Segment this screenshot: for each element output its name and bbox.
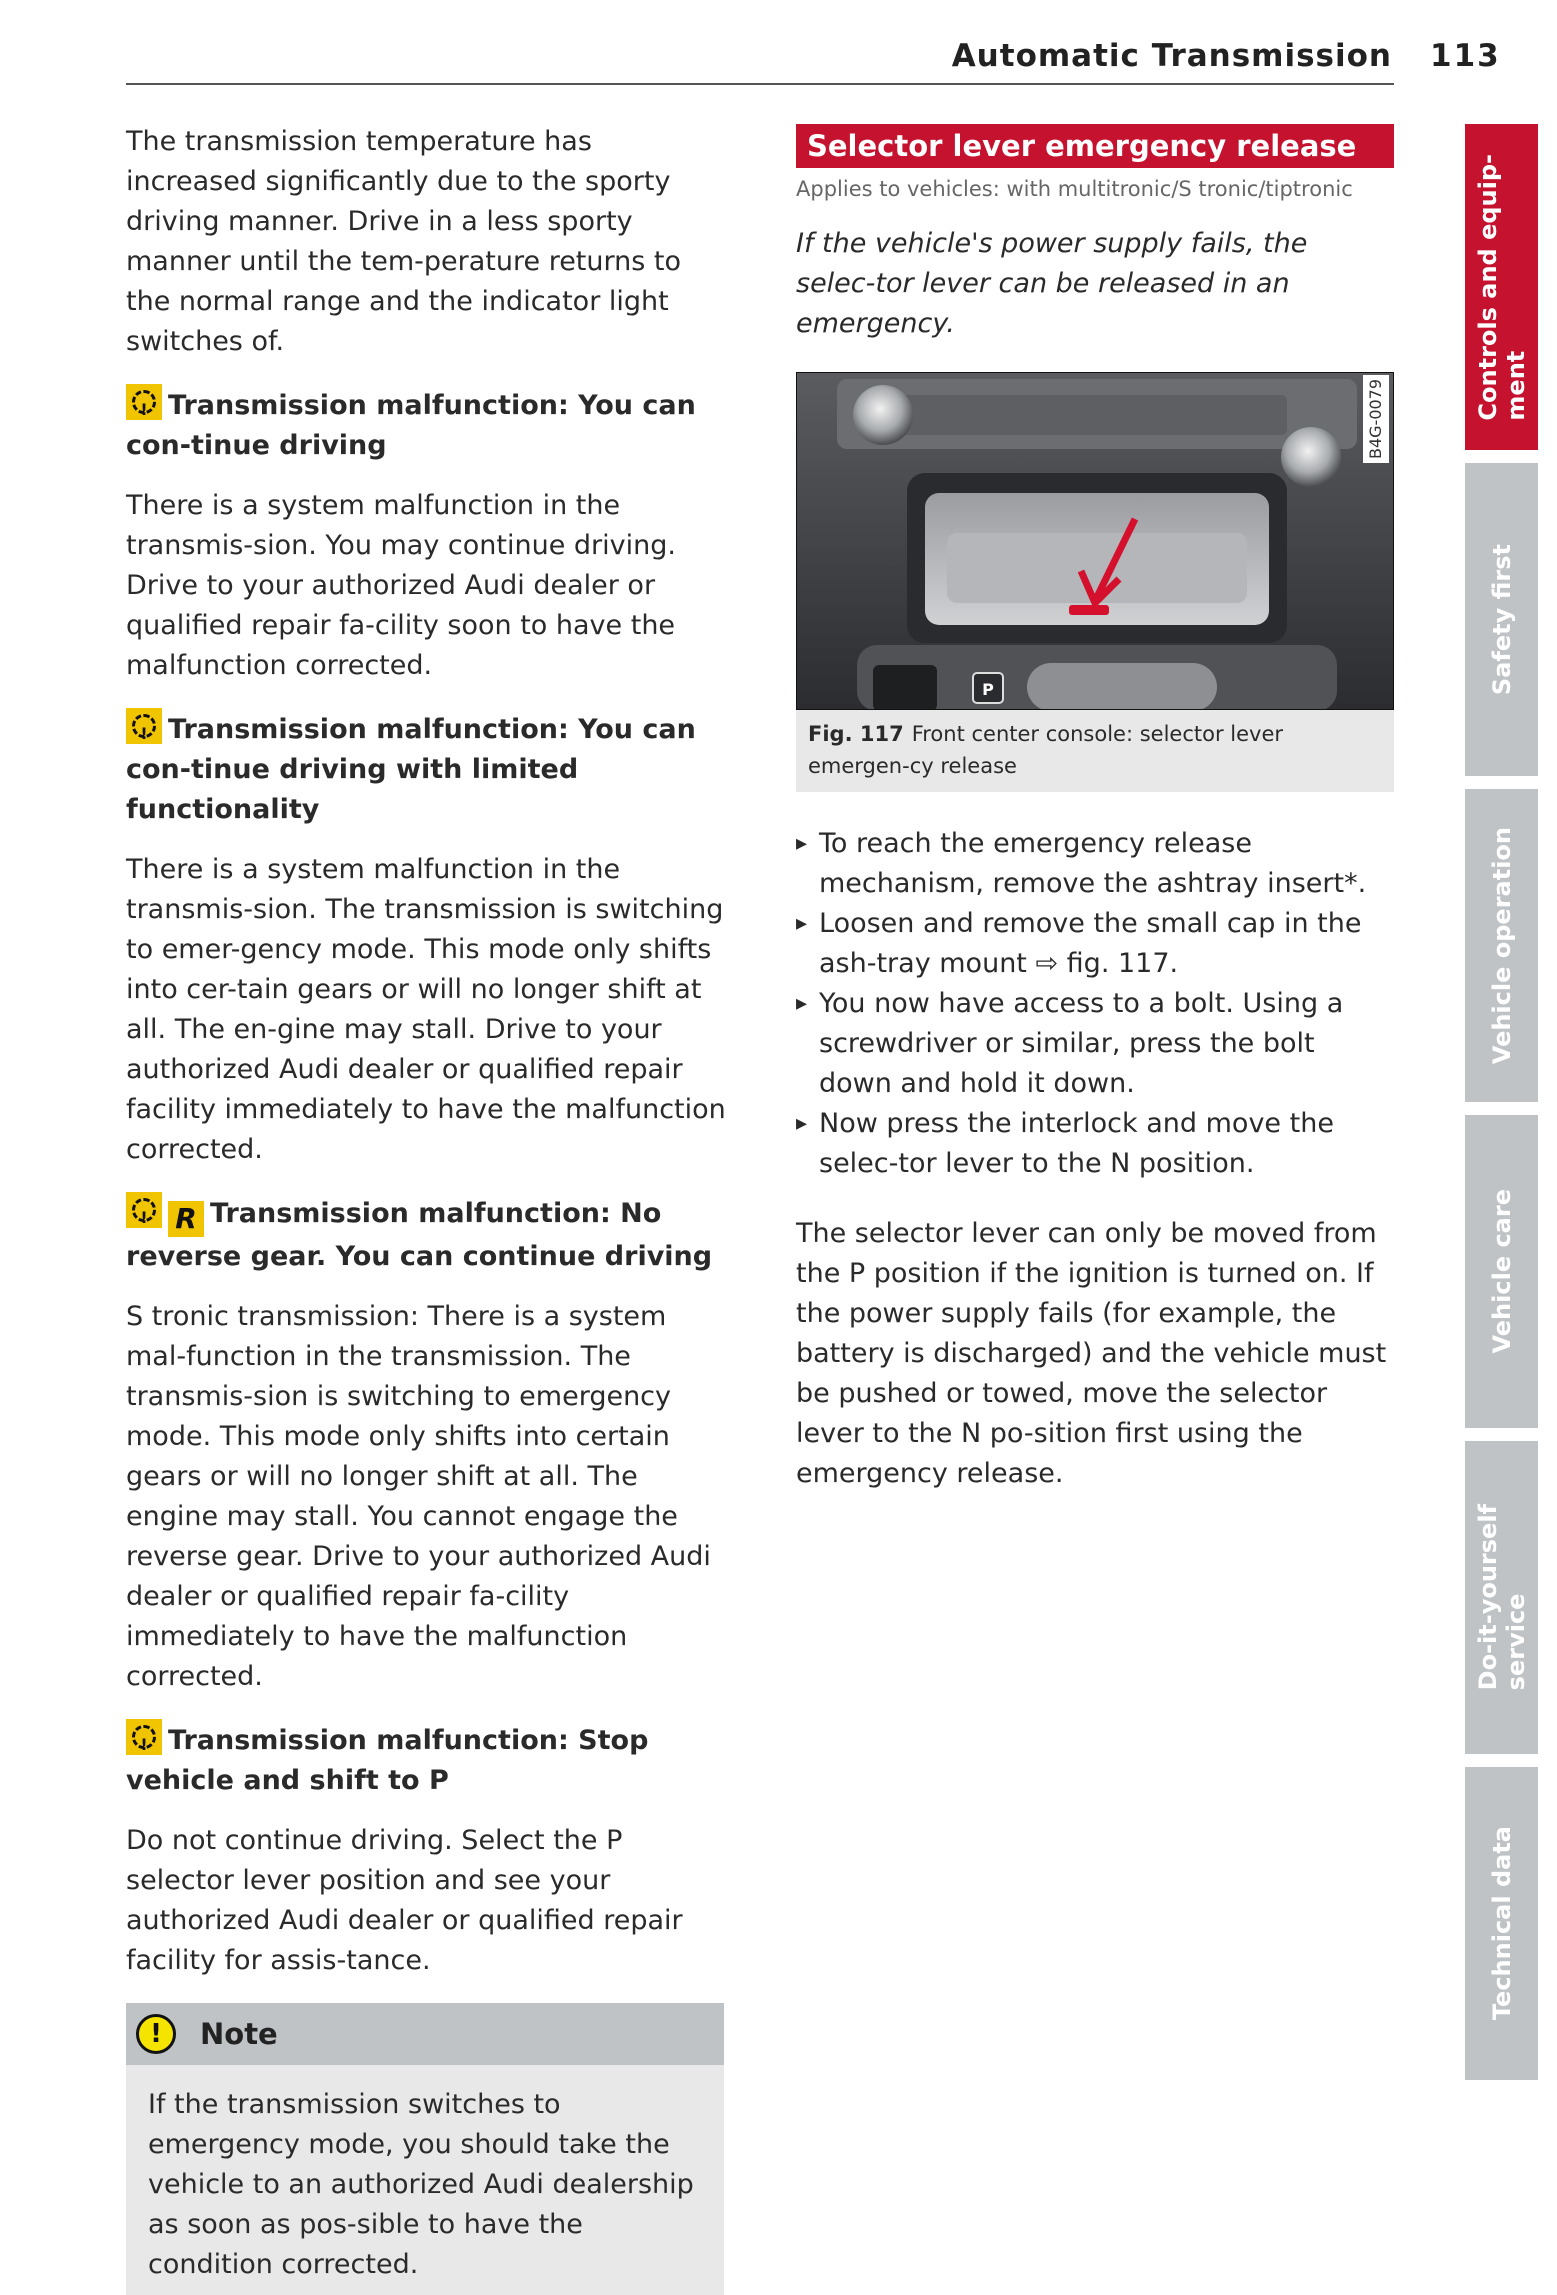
note-title: Note (200, 2017, 278, 2051)
header-title: Automatic Transmission (951, 38, 1392, 74)
section-body: There is a system malfunction in the transmis-sion. You may continue driving. Drive to your authorized Audi dealer or qualified repair fa-cility soon to have the malfunction corrected. (126, 490, 676, 681)
note-body: If the transmission switches to emergency mode, you should take the vehicle to an authorized Audi dealership as soon as pos-sible to have the condition corrected. (126, 2065, 724, 2295)
console-figure (796, 372, 1394, 710)
step-item: ▸ You now have access to a bolt. Using a screwdriver or similar, press the bolt down and hold it down. (796, 984, 1394, 1104)
note-box (126, 2003, 724, 2295)
figure-id: B4G-0079 (1363, 375, 1389, 463)
section-heading: ! Transmission malfunction: Stop vehicle and shift to P (126, 1719, 728, 1801)
right-climate-knob (1281, 427, 1341, 487)
figure-label: Fig. 117 (808, 722, 904, 746)
reverse-gear-icon: R (168, 1201, 204, 1237)
console-illustration (797, 373, 1394, 710)
right-column (796, 124, 1394, 1516)
tab-safety-first[interactable]: Safety first (1465, 463, 1538, 776)
section-heading: ! Transmission malfunction: You can con-tinue driving with limited functionality (126, 708, 728, 830)
section-body: There is a system malfunction in the transmis-sion. The transmission is switching to emer-gency mode. This mode only shifts into cer-tain gears or will no longer shift at all. The en-gine may stall. Drive to your authorized Audi dealer or qualified repair facility immediately to have the malfunction corrected. (126, 854, 726, 1165)
transmission-warning-icon (126, 1719, 162, 1755)
header-rule (126, 83, 1394, 85)
section-heading: ! Transmission malfunction: You can con-tinue driving (126, 384, 728, 466)
section-title: Selector lever emergency release (796, 124, 1394, 168)
transmission-warning-icon (126, 708, 162, 744)
tab-vehicle-operation[interactable]: Vehicle operation (1465, 789, 1538, 1102)
exclamation-icon: ! (136, 2014, 176, 2054)
step-item: ▸ Now press the interlock and move the selec-tor lever to the N position. (796, 1104, 1394, 1184)
step-item: ▸ Loosen and remove the small cap in the ash-tray mount ⇨ fig. 117. (796, 904, 1394, 984)
tab-controls-and-equipment[interactable]: Controls and equip- ment (1465, 124, 1538, 450)
page-number: 113 (1430, 38, 1501, 74)
gear-p-label: P (982, 680, 994, 699)
left-climate-knob (853, 385, 913, 445)
step-item: ▸ To reach the emergency release mechanism, remove the ashtray insert*. (796, 824, 1394, 904)
section-heading: ! R Transmission malfunction: No reverse gear. You can continue driving (126, 1192, 728, 1277)
figure-caption (796, 710, 1394, 792)
steps-list (796, 824, 1394, 1184)
intro-paragraph: The transmission temperature has increased significantly due to the sporty driving manner. Drive in a less sporty manner until the tem-perature returns to the normal range and the indicator light switches of. (126, 126, 682, 357)
applies-to: Applies to vehicles: with multitronic/S tronic/tiptronic (796, 177, 1353, 201)
transmission-warning-icon (126, 1192, 162, 1228)
intro-italic: If the vehicle's power supply fails, the selec-tor lever can be released in an emergency. (796, 228, 1308, 339)
tab-technical-data[interactable]: Technical data (1465, 1767, 1538, 2080)
note-header (126, 2003, 724, 2065)
tab-do-it-yourself-service[interactable]: Do-it-yourself service (1465, 1441, 1538, 1754)
left-column (126, 122, 728, 2295)
closing-paragraph: The selector lever can only be moved from the P position if the ignition is turned on. If the power supply fails (for example, the battery is discharged) and the vehicle must be pushed or towed, move the selector lever to the N po-sition first using the emergency release. (796, 1218, 1387, 1489)
section-body: Do not continue driving. Select the P selector lever position and see your authorized Audi dealer or qualified repair facility for assis-tance. (126, 1825, 683, 1976)
section-body: S tronic transmission: There is a system mal-function in the transmission. The transmis-sion is switching to emergency mode. This mode only shifts into certain gears or will no longer shift at all. The engine may stall. You cannot engage the reverse gear. Drive to your authorized Audi dealer or qualified repair fa-cility immediately to have the malfunction corrected. (126, 1301, 711, 1692)
tab-vehicle-care[interactable]: Vehicle care (1465, 1115, 1538, 1428)
transmission-warning-icon (126, 384, 162, 420)
caption-text: Front center console: selector lever emergen-cy release (808, 722, 1284, 778)
